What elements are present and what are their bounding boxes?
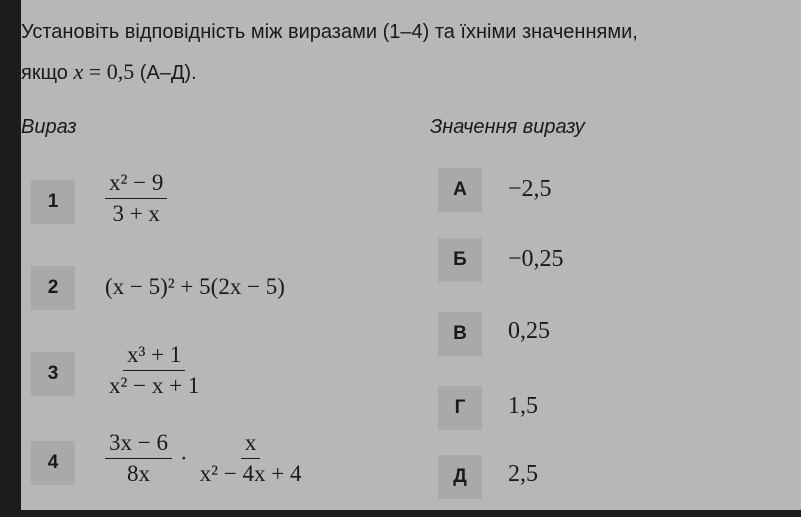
value-g-label: Г <box>438 386 482 430</box>
value-v-label: В <box>438 312 482 356</box>
task-line-2 <box>21 52 791 93</box>
header-value: Значення виразу <box>430 116 585 138</box>
value-g: 1,5 <box>508 393 538 419</box>
expression-2-label: 2 <box>31 266 75 310</box>
task-number: 0,5 <box>106 59 135 84</box>
task-equals: = <box>88 59 102 84</box>
task-sheet <box>21 0 801 510</box>
value-v: 0,25 <box>508 318 550 344</box>
value-d: 2,5 <box>508 461 538 487</box>
header-expression: Вираз <box>21 116 77 138</box>
expression-3 <box>105 340 203 401</box>
expression-3-denominator: x² − x + 1 <box>109 373 200 398</box>
expression-1 <box>105 168 167 229</box>
task-line-1: Установіть відповідність між виразами (1–4) та їхніми значеннями, <box>21 21 638 43</box>
expression-3-numerator: x³ + 1 <box>123 340 185 371</box>
expression-4-numerator-2: x <box>241 428 261 459</box>
expression-4-numerator-1: 3x − 6 <box>105 428 172 459</box>
task-suffix: (А–Д). <box>139 62 197 84</box>
value-d-label: Д <box>438 455 482 499</box>
expression-1-fraction <box>105 168 167 229</box>
expression-4-fraction-1 <box>105 428 172 489</box>
expression-1-denominator: 3 + x <box>112 201 160 226</box>
value-b: −0,25 <box>508 246 564 272</box>
value-a-label: А <box>438 168 482 212</box>
task-statement <box>21 12 791 93</box>
expression-4-fraction-2 <box>196 428 306 489</box>
value-b-label: Б <box>438 238 482 282</box>
expression-3-fraction <box>105 340 203 401</box>
task-condition <box>74 59 135 84</box>
expression-4 <box>105 428 306 489</box>
multiply-dot: · <box>179 445 188 471</box>
expression-4-denominator-1: 8x <box>126 461 150 486</box>
task-variable: x <box>73 59 84 84</box>
expression-2: (x − 5)² + 5(2x − 5) <box>105 274 285 299</box>
expression-1-label: 1 <box>31 180 75 224</box>
value-a: −2,5 <box>508 176 552 202</box>
expression-3-label: 3 <box>31 352 75 396</box>
expression-4-denominator-2: x² − 4x + 4 <box>199 461 302 486</box>
task-prefix: якщо <box>21 62 68 84</box>
expression-4-label: 4 <box>31 441 75 485</box>
expression-1-numerator: x² − 9 <box>105 168 167 199</box>
